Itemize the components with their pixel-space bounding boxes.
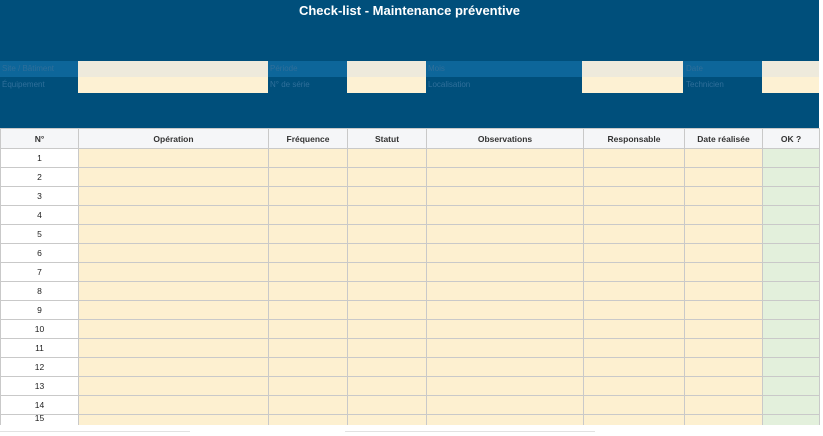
observations-cell[interactable]: [427, 187, 584, 206]
observations-cell[interactable]: [427, 339, 584, 358]
ok-cell[interactable]: [763, 320, 820, 339]
responsible-cell[interactable]: [584, 339, 685, 358]
frequency-cell[interactable]: [269, 225, 348, 244]
responsible-cell[interactable]: [584, 320, 685, 339]
table-row: [1, 396, 820, 415]
ok-cell[interactable]: [763, 263, 820, 282]
col-header-status[interactable]: Statut: [348, 129, 427, 149]
row-number-cell[interactable]: 6: [1, 244, 79, 263]
ok-cell[interactable]: [763, 244, 820, 263]
operation-cell[interactable]: [79, 339, 269, 358]
table-row: [1, 149, 820, 168]
observations-cell[interactable]: [427, 225, 584, 244]
frequency-cell[interactable]: [269, 320, 348, 339]
sheet-title: Check-list - Maintenance préventive: [298, 3, 521, 18]
status-cell[interactable]: [348, 225, 427, 244]
status-cell[interactable]: [348, 339, 427, 358]
row-number-cell[interactable]: 1: [1, 149, 79, 168]
row-number-cell[interactable]: 7: [1, 263, 79, 282]
observations-cell[interactable]: [427, 320, 584, 339]
month-field[interactable]: [582, 61, 683, 77]
ok-cell[interactable]: [763, 415, 820, 426]
date-done-cell[interactable]: [685, 415, 763, 426]
row-number-cell[interactable]: 3: [1, 187, 79, 206]
table-header-row: [1, 129, 820, 149]
responsible-cell[interactable]: [584, 206, 685, 225]
scroll-area-line: [345, 431, 595, 432]
responsible-cell[interactable]: [584, 225, 685, 244]
status-cell[interactable]: [348, 149, 427, 168]
table-row: [1, 263, 820, 282]
operation-cell[interactable]: [79, 301, 269, 320]
table-row: [1, 301, 820, 320]
ok-cell[interactable]: [763, 339, 820, 358]
col-header-number[interactable]: N°: [1, 129, 79, 149]
table-row: [1, 377, 820, 396]
equipment-field[interactable]: [78, 77, 268, 93]
info-row-2: [0, 77, 819, 93]
status-cell[interactable]: [348, 396, 427, 415]
responsible-cell[interactable]: [584, 301, 685, 320]
date-done-cell[interactable]: [685, 187, 763, 206]
status-cell[interactable]: [348, 263, 427, 282]
status-cell[interactable]: [348, 320, 427, 339]
frequency-cell[interactable]: [269, 377, 348, 396]
date-done-cell[interactable]: [685, 263, 763, 282]
frequency-cell[interactable]: [269, 415, 348, 426]
col-header-frequency[interactable]: Fréquence: [269, 129, 348, 149]
observations-cell[interactable]: [427, 206, 584, 225]
row-number-cell[interactable]: 14: [1, 396, 79, 415]
status-cell[interactable]: [348, 282, 427, 301]
operation-cell[interactable]: [79, 415, 269, 426]
observations-cell[interactable]: [427, 244, 584, 263]
date-done-cell[interactable]: [685, 149, 763, 168]
month-label: Mois: [428, 64, 445, 73]
responsible-cell[interactable]: [584, 358, 685, 377]
ok-cell[interactable]: [763, 187, 820, 206]
observations-cell[interactable]: [427, 282, 584, 301]
date-done-cell[interactable]: [685, 225, 763, 244]
site-field[interactable]: [78, 61, 268, 77]
date-done-cell[interactable]: [685, 244, 763, 263]
frequency-cell[interactable]: [269, 149, 348, 168]
table-row: [1, 187, 820, 206]
frequency-cell[interactable]: [269, 206, 348, 225]
table-row: [1, 282, 820, 301]
col-header-responsible[interactable]: Responsable: [584, 129, 685, 149]
site-label: Site / Bâtiment: [2, 64, 55, 73]
observations-cell[interactable]: [427, 301, 584, 320]
date-done-cell[interactable]: [685, 396, 763, 415]
period-label: Période: [270, 64, 298, 73]
table-row: [1, 206, 820, 225]
scroll-area-line: [0, 431, 190, 432]
col-header-ok[interactable]: OK ?: [763, 129, 820, 149]
table-row: [1, 244, 820, 263]
row-number-cell[interactable]: 8: [1, 282, 79, 301]
location-field[interactable]: [582, 77, 683, 93]
operation-cell[interactable]: [79, 377, 269, 396]
frequency-cell[interactable]: [269, 339, 348, 358]
ok-cell[interactable]: [763, 206, 820, 225]
responsible-cell[interactable]: [584, 282, 685, 301]
col-header-date-done[interactable]: Date réalisée: [685, 129, 763, 149]
operation-cell[interactable]: [79, 225, 269, 244]
info-row-1: [0, 61, 819, 77]
frequency-cell[interactable]: [269, 168, 348, 187]
frequency-cell[interactable]: [269, 187, 348, 206]
date-done-cell[interactable]: [685, 339, 763, 358]
row-number-cell[interactable]: 10: [1, 320, 79, 339]
table-row: [1, 339, 820, 358]
serial-label: N° de série: [270, 80, 310, 89]
table-row: [1, 415, 820, 426]
date-done-cell[interactable]: [685, 377, 763, 396]
frequency-cell[interactable]: [269, 282, 348, 301]
operation-cell[interactable]: [79, 282, 269, 301]
col-header-operation[interactable]: Opération: [79, 129, 269, 149]
row-number-cell[interactable]: 13: [1, 377, 79, 396]
serial-field[interactable]: [347, 77, 426, 93]
date-label: Date: [686, 64, 703, 73]
ok-cell[interactable]: [763, 149, 820, 168]
responsible-cell[interactable]: [584, 187, 685, 206]
technician-field[interactable]: [762, 77, 819, 93]
observations-cell[interactable]: [427, 263, 584, 282]
operation-cell[interactable]: [79, 263, 269, 282]
operation-cell[interactable]: [79, 320, 269, 339]
table-row: [1, 168, 820, 187]
status-cell[interactable]: [348, 358, 427, 377]
date-done-cell[interactable]: [685, 168, 763, 187]
observations-cell[interactable]: [427, 149, 584, 168]
date-done-cell[interactable]: [685, 358, 763, 377]
table-row: [1, 225, 820, 244]
technician-label: Technicien: [686, 80, 724, 89]
frequency-cell[interactable]: [269, 301, 348, 320]
row-number-cell[interactable]: 15: [1, 415, 79, 426]
responsible-cell[interactable]: [584, 263, 685, 282]
col-header-observations[interactable]: Observations: [427, 129, 584, 149]
status-cell[interactable]: [348, 206, 427, 225]
operation-cell[interactable]: [79, 358, 269, 377]
responsible-cell[interactable]: [584, 244, 685, 263]
observations-cell[interactable]: [427, 377, 584, 396]
row-number-cell[interactable]: 4: [1, 206, 79, 225]
operation-cell[interactable]: [79, 244, 269, 263]
row-number-cell[interactable]: 9: [1, 301, 79, 320]
observations-cell[interactable]: [427, 168, 584, 187]
period-field[interactable]: [347, 61, 426, 77]
location-label: Localisation: [428, 80, 471, 89]
operation-cell[interactable]: [79, 187, 269, 206]
ok-cell[interactable]: [763, 377, 820, 396]
frequency-cell[interactable]: [269, 358, 348, 377]
date-done-cell[interactable]: [685, 206, 763, 225]
responsible-cell[interactable]: [584, 168, 685, 187]
frequency-cell[interactable]: [269, 396, 348, 415]
ok-cell[interactable]: [763, 301, 820, 320]
status-cell[interactable]: [348, 168, 427, 187]
ok-cell[interactable]: [763, 168, 820, 187]
observations-cell[interactable]: [427, 415, 584, 426]
table-row: [1, 320, 820, 339]
date-done-cell[interactable]: [685, 320, 763, 339]
table-row: [1, 358, 820, 377]
status-cell[interactable]: [348, 377, 427, 396]
responsible-cell[interactable]: [584, 149, 685, 168]
observations-cell[interactable]: [427, 358, 584, 377]
responsible-cell[interactable]: [584, 415, 685, 426]
status-cell[interactable]: [348, 187, 427, 206]
row-number-cell[interactable]: 5: [1, 225, 79, 244]
date-done-cell[interactable]: [685, 282, 763, 301]
operation-cell[interactable]: [79, 168, 269, 187]
frequency-cell[interactable]: [269, 263, 348, 282]
operation-cell[interactable]: [79, 149, 269, 168]
row-number-cell[interactable]: 2: [1, 168, 79, 187]
date-done-cell[interactable]: [685, 301, 763, 320]
status-cell[interactable]: [348, 301, 427, 320]
row-number-cell[interactable]: 12: [1, 358, 79, 377]
date-field[interactable]: [762, 61, 819, 77]
status-cell[interactable]: [348, 415, 427, 426]
operation-cell[interactable]: [79, 206, 269, 225]
ok-cell[interactable]: [763, 225, 820, 244]
frequency-cell[interactable]: [269, 244, 348, 263]
ok-cell[interactable]: [763, 396, 820, 415]
checklist-table: [0, 128, 820, 426]
operation-cell[interactable]: [79, 396, 269, 415]
observations-cell[interactable]: [427, 396, 584, 415]
ok-cell[interactable]: [763, 358, 820, 377]
ok-cell[interactable]: [763, 282, 820, 301]
equipment-label: Équipement: [2, 80, 45, 89]
status-cell[interactable]: [348, 244, 427, 263]
responsible-cell[interactable]: [584, 396, 685, 415]
responsible-cell[interactable]: [584, 377, 685, 396]
row-number-cell[interactable]: 11: [1, 339, 79, 358]
